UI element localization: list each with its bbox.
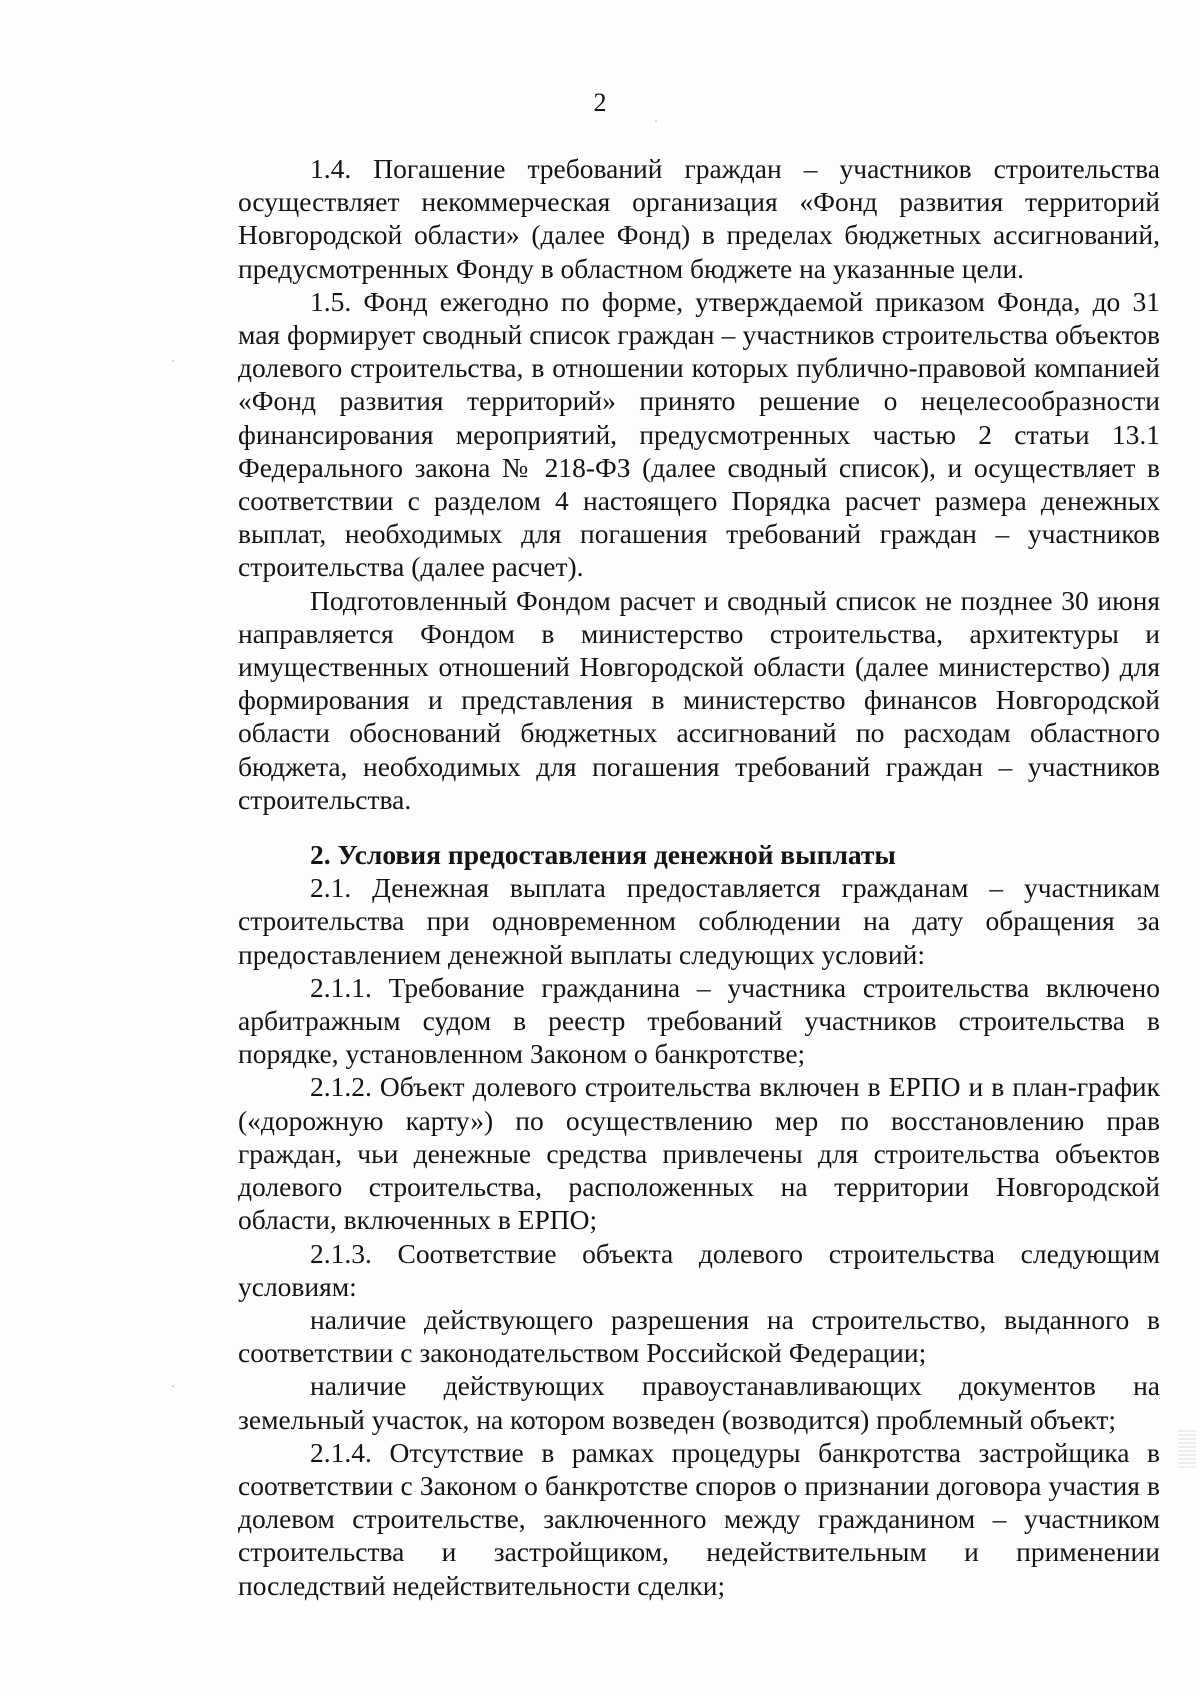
paragraph-construction-permit: наличие действующего разрешения на строительство, выданного в соответствии с законодательством Российской Федерации; (238, 1303, 1160, 1369)
page-number: 2 (593, 88, 607, 117)
document-body (238, 152, 1160, 1602)
paragraph-2-1: 2.1. Денежная выплата предоставляется гражданам – участникам строительства при одновременном соблюдении на дату обращения за предоставлением денежной выплаты следующих условий: (238, 872, 1160, 970)
scan-speck (655, 120, 657, 122)
paragraph-2-1-2: 2.1.2. Объект долевого строительства включен в ЕРПО и в план-график («дорожную карту») по осуществлению мер по восстановлению прав граждан, чьи денежные средства привлечены для строительства объектов долевого строительства, расположенных на территории Новгородской области, включенных в ЕРПО; (238, 1071, 1160, 1236)
paragraph-1-5: 1.5. Фонд ежегодно по форме, утверждаемой приказом Фонда, до 31 мая формирует сводный список граждан – участников строительства объектов долевого строительства, в отношении которых публично-правовой компанией «Фонд развития территорий» принято решение о нецелесообразности финансирования мероприятий, предусмотренных частью 2 статьи 13.1 Федерального закона № 218-ФЗ (далее сводный список), и осуществляет в соответствии с разделом 4 настоящего Порядка расчет размера денежных выплат, необходимых для погашения требований граждан – участников строительства (далее расчет). (238, 285, 1160, 583)
paragraph-land-documents: наличие действующих правоустанавливающих документов на земельный участок, на котором возведен (возводится) проблемный объект; (238, 1370, 1160, 1435)
paragraph-2-1-4: 2.1.4. Отсутствие в рамках процедуры банкротства застройщика в соответствии с Законом о банкротстве споров о признании договора участия в долевом строительстве, заключенного между гражданином – участником строительства и застройщиком, недействительным и применении последствий недействительности сделки; (238, 1436, 1160, 1601)
scan-speck (172, 360, 174, 362)
paragraph-prepared-calculation: Подготовленный Фондом расчет и сводный список не позднее 30 июня направляется Фондом в министерство строительства, архитектуры и имущественных отношений Новгородской области (далее министерство) для формирования и представления в министерство финансов Новгородской области обоснований бюджетных ассигнований по расходам областного бюджета, необходимых для погашения требований граждан – участников строительства. (238, 584, 1160, 815)
scan-speck (172, 1385, 174, 1387)
section-2-heading: 2. Условия предоставления денежной выплаты (310, 839, 896, 871)
paragraph-1-4: 1.4. Погашение требований граждан – участников строительства осуществляет некоммерческая организация «Фонд развития территорий Новгородской области» (далее Фонд) в пределах бюджетных ассигнований, предусмотренных Фонду в областном бюджете на указанные цели. (238, 153, 1160, 284)
scan-edge-mark (1178, 1430, 1196, 1470)
paragraph-2-1-3: 2.1.3. Соответствие объекта долевого строительства следующим условиям: (238, 1237, 1160, 1302)
paragraph-2-1-1: 2.1.1. Требование гражданина – участника строительства включено арбитражным судом в реестр требований участников строительства в порядке, установленном Законом о банкротстве; (238, 971, 1160, 1070)
